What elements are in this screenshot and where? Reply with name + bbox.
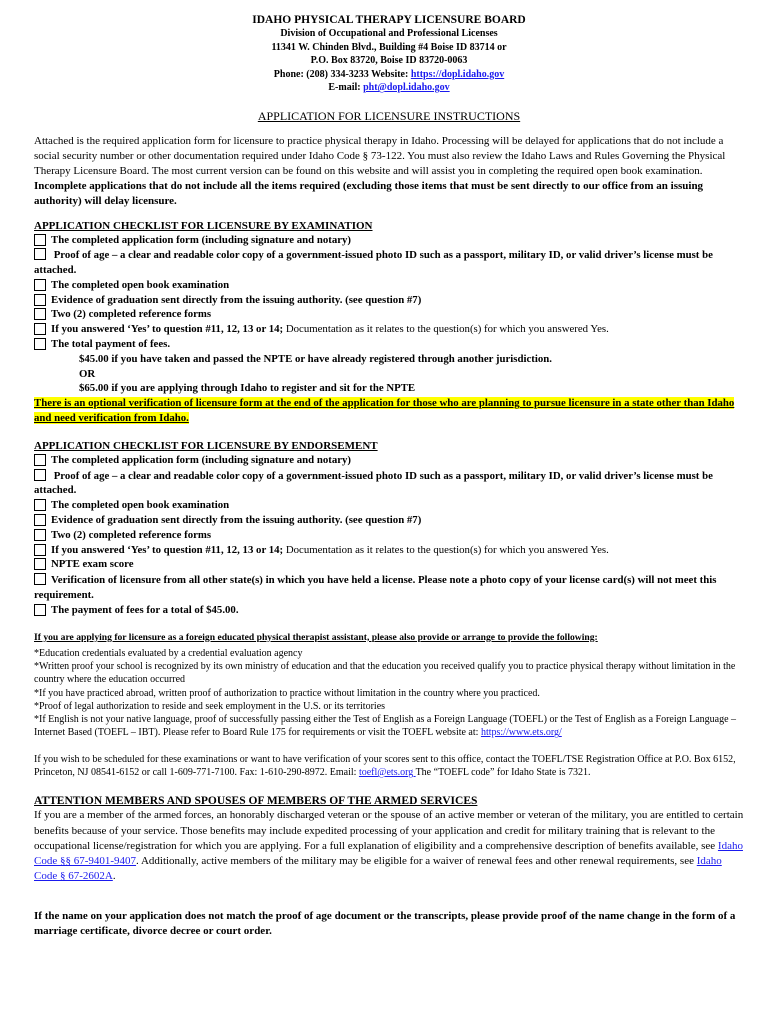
name-change-note: If the name on your application does not match the proof of age document or the transcripts, please provide proof of the name change in the form of a marriage certificate, divorce decree or court order.: [34, 909, 736, 938]
intro-text: Attached is the required application form for licensure to practice physical therapy in Idaho. Processing will be delayed for applications that do not include a social security number or other documentation required under Idaho Code § 73-122. You must also review the Idaho Laws and Rules Governing the Physical Therapy Licensure Board. The most current version can be found on this website and will assist you in completing the required open book examination.: [34, 134, 726, 177]
armed-services-paragraph: If you are a member of the armed forces, an honorably discharged veteran or the spouse of an active member or veteran of the military, you are entitled to certain benefits because of your service. Those benefits may include expedited processing of your application and credit for military training that is relevant to the occupational license/registration for which you are applying. For a full explanation of eligibility and a comprehensive description of benefits available, see Idaho Code §§ 67-9401-9407. Additionally, active members of the military may be eligible for a waiver of renewal fees and other renewal requirements, see Idaho Code § 67-2602A.: [34, 809, 744, 883]
idaho-code-link-2[interactable]: Idaho Code § 67-2602A: [34, 855, 722, 883]
foreign-item: *If you have practiced abroad, written proof of authorization to practice without limitation in the country where you practiced.: [34, 687, 540, 699]
endorsement-checklist-title: APPLICATION CHECKLIST FOR LICENSURE BY ENDORSEMENT: [34, 439, 378, 452]
foreign-educated-section: [34, 631, 744, 780]
checkbox[interactable]: [34, 544, 46, 556]
toefl-schedule-paragraph: If you wish to be scheduled for these examinations or want to have verification of your scores sent to this office, contact the TOEFL/TSE Registration Office at P.O. Box 6152, Princeton, NJ 08541-6152 or call 1-609-771-7100. Fax: 1-610-290-8972. Email: toefl@ets.org The “TOEFL code” for Idaho State is 7321.: [34, 753, 736, 778]
fee-option-2: $65.00 if you are applying through Idaho to register and sit for the NPTE: [79, 382, 416, 395]
checkbox[interactable]: [34, 248, 46, 260]
foreign-educated-title: If you are applying for licensure as a foreign educated physical therapist assistant, please also provide or arrange to provide the following:: [34, 631, 598, 643]
checklist-item: If you answered ‘Yes’ to question #11, 12, 13 or 14; Documentation as it relates to the question(s) for which you answered Yes.: [34, 543, 744, 558]
phone-text: Phone: (208) 334-3233 Website:: [273, 68, 411, 80]
checkbox[interactable]: [34, 338, 46, 350]
instructions-page: [34, 10, 744, 940]
checklist-item: Two (2) completed reference forms: [34, 307, 744, 322]
checklist-item: The completed open book examination: [34, 498, 744, 513]
checkbox[interactable]: [34, 604, 46, 616]
checkbox[interactable]: [34, 454, 46, 466]
fee-option-1: $45.00 if you have taken and passed the NPTE or have already registered through another jurisdiction.: [79, 352, 552, 365]
toefl-email-link[interactable]: toefl@ets.org: [358, 767, 416, 778]
division-line: Division of Occupational and Professional Licenses: [280, 28, 498, 39]
email-line: [34, 81, 744, 95]
checkbox[interactable]: [34, 499, 46, 511]
checkbox[interactable]: [34, 323, 46, 335]
address-line-1: 11341 W. Chinden Blvd., Building #4 Boise ID 83714 or: [271, 41, 507, 53]
checklist-item: The total payment of fees.: [34, 337, 744, 352]
checkbox[interactable]: [34, 529, 46, 541]
verification-note: There is an optional verification of licensure form at the end of the application for those who are planning to pursue licensure in a state other than Idaho and need verification from Idaho.: [34, 397, 735, 425]
checklist-item: Verification of licensure from all other state(s) in which you have held a license. Please note a photo copy of your license card(s) will not meet this requirement.: [34, 574, 717, 602]
checkbox[interactable]: [34, 308, 46, 320]
contact-line: [34, 68, 744, 82]
checklist-item: If you answered ‘Yes’ to question #11, 12, 13 or 14; Documentation as it relates to the question(s) for which you answered Yes.: [34, 322, 744, 337]
exam-checklist-title: APPLICATION CHECKLIST FOR LICENSURE BY EXAMINATION: [34, 219, 373, 232]
checklist-item: The completed application form (including signature and notary): [34, 453, 744, 468]
intro-paragraph: [34, 134, 744, 209]
checkbox[interactable]: [34, 279, 46, 291]
checkbox[interactable]: [34, 234, 46, 246]
email-link[interactable]: pht@dopl.idaho.gov: [363, 82, 450, 93]
checklist-item: The completed application form (including signature and notary): [34, 233, 744, 248]
instructions-title: APPLICATION FOR LICENSURE INSTRUCTIONS: [257, 108, 521, 123]
foreign-item: *Proof of legal authorization to reside and seek employment in the U.S. or its territories: [34, 700, 386, 712]
checklist-item: Evidence of graduation sent directly from the issuing authority. (see question #7): [34, 513, 744, 528]
armed-services-section: [34, 794, 744, 884]
foreign-item: *If English is not your native language, proof of successfully passing either the Test of English as a Foreign Language (TOEFL) or the Test of English as a Foreign Language – Internet Based (TOEFL – IBT). Please refer to Board Rule 175 for requirements or visit the TOEFL website at: https://www.ets.org/: [34, 714, 737, 739]
checklist-item: Proof of age – a clear and readable color copy of a government-issued photo ID such as a passport, military ID, or valid driver’s license must be attached.: [34, 469, 713, 497]
foreign-item: *Written proof your school is recognized by its own ministry of education and that the education you received qualify you to practice physical therapy without limitation in the country where the education occurred: [34, 660, 736, 686]
email-label: E-mail:: [328, 82, 364, 93]
checklist-item: Evidence of graduation sent directly from the issuing authority. (see question #7): [34, 293, 744, 308]
checklist-item: Two (2) completed reference forms: [34, 528, 744, 543]
checklist-item: The completed open book examination: [34, 278, 744, 293]
fee-or: OR: [79, 367, 96, 380]
checklist-item: The payment of fees for a total of $45.00.: [34, 603, 744, 618]
website-link[interactable]: https://dopl.idaho.gov: [410, 68, 505, 80]
endorsement-checklist: [34, 439, 744, 618]
idaho-code-link-1[interactable]: Idaho Code §§ 67-9401-9407: [34, 839, 743, 868]
checkbox[interactable]: [34, 573, 46, 585]
checkbox[interactable]: [34, 294, 46, 306]
checklist-item: NPTE exam score: [34, 557, 744, 572]
intro-warning: Incomplete applications that do not include all the items required (excluding those items that must be sent directly to our office from an issuing authority) will delay licensure.: [34, 179, 704, 207]
checkbox[interactable]: [34, 469, 46, 481]
board-title: IDAHO PHYSICAL THERAPY LICENSURE BOARD: [252, 14, 526, 26]
toefl-website-link[interactable]: https://www.ets.org/: [480, 727, 562, 739]
checkbox[interactable]: [34, 558, 46, 570]
armed-services-title: ATTENTION MEMBERS AND SPOUSES OF MEMBERS OF THE ARMED SERVICES: [34, 795, 478, 808]
letterhead: [34, 13, 744, 95]
exam-checklist: [34, 219, 744, 426]
checklist-item: Proof of age – a clear and readable color copy of a government-issued photo ID such as a passport, military ID, or valid driver’s license must be attached.: [34, 249, 713, 277]
address-line-2: P.O. Box 83720, Boise ID 83720-0063: [310, 55, 468, 66]
checkbox[interactable]: [34, 514, 46, 526]
foreign-item: *Education credentials evaluated by a credential evaluation agency: [34, 647, 303, 659]
